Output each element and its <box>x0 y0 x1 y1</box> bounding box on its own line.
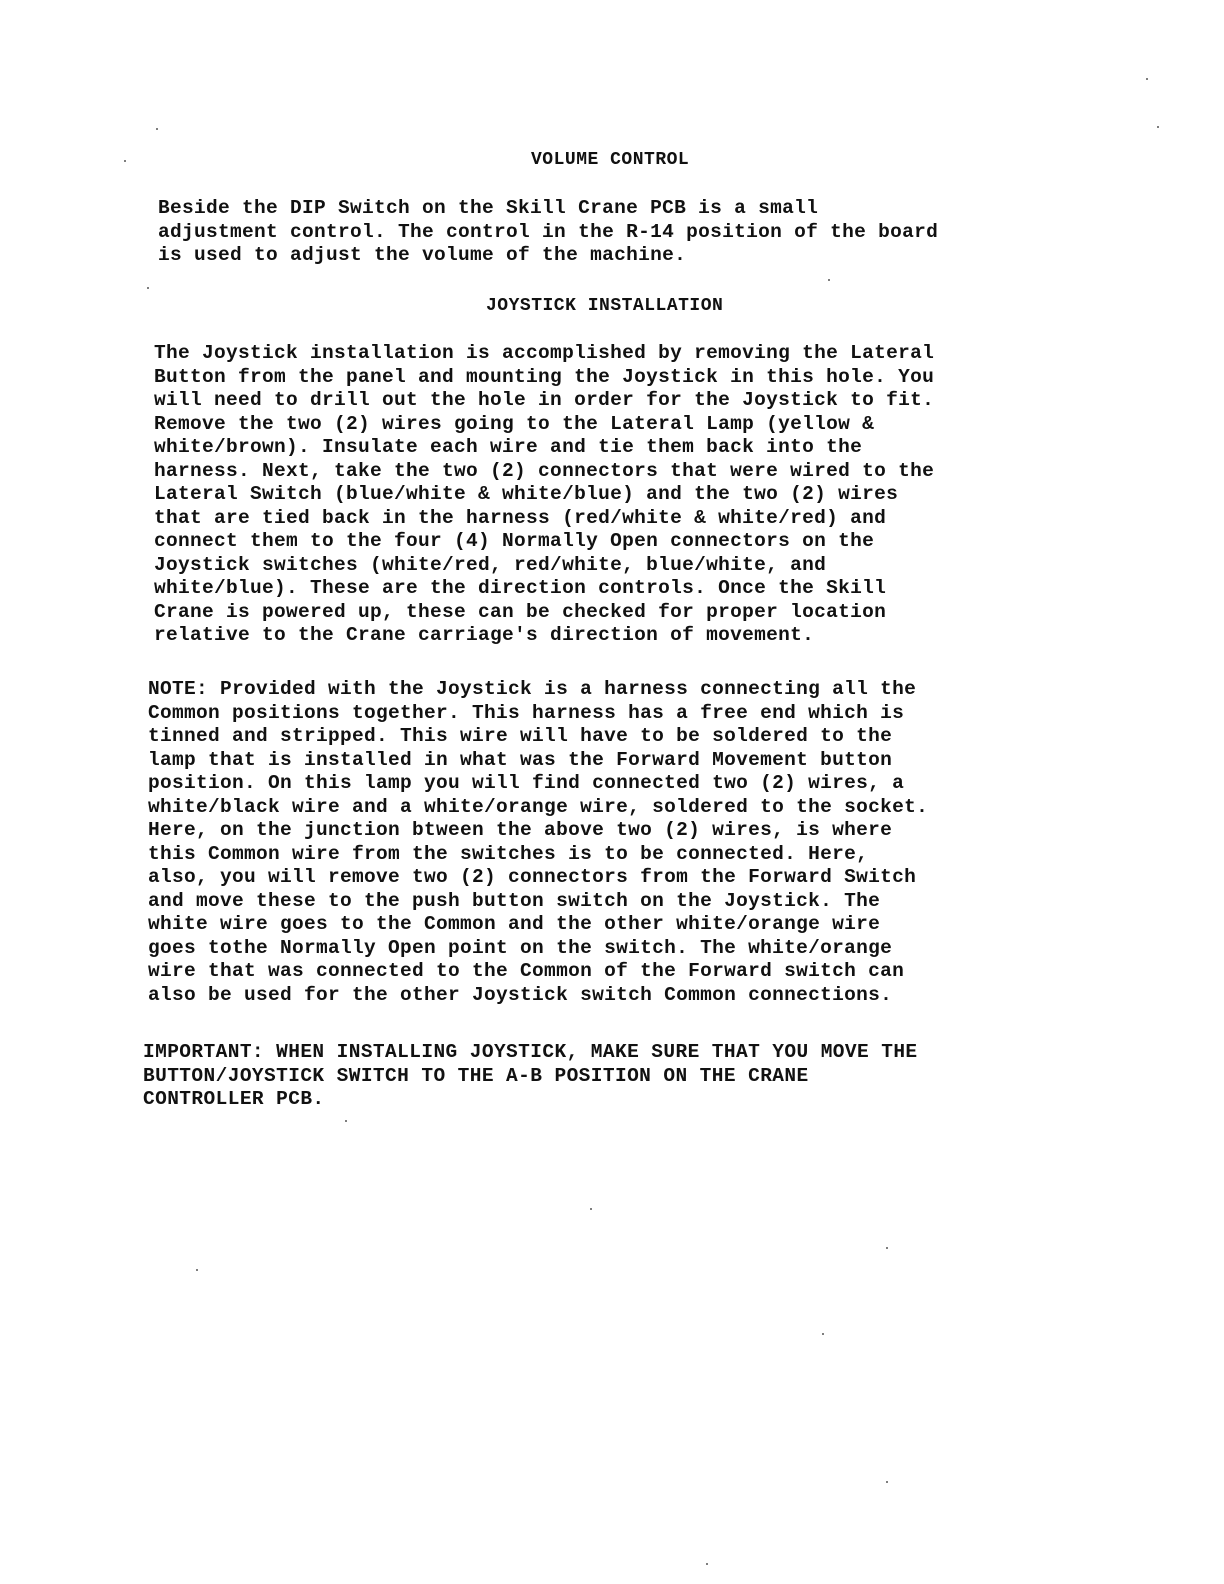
paragraph-line: harness. Next, take the two (2) connectors that were wired to the <box>154 459 935 482</box>
paragraph-line: will need to drill out the hole in order for the Joystick to fit. <box>154 389 935 411</box>
scan-speck <box>886 1247 888 1249</box>
paragraph-line: is used to adjust the volume of the machine. <box>158 244 687 266</box>
scan-speck <box>345 1120 347 1122</box>
paragraph-line: position. On this lamp you will find connected two (2) wires, a <box>148 772 905 794</box>
joystick-installation-paragraph <box>154 342 934 648</box>
scan-speck <box>196 1269 198 1271</box>
scan-speck <box>590 1208 592 1210</box>
paragraph-line: adjustment control. The control in the R-14 position of the board <box>158 220 939 243</box>
paragraph-line: white/blue). These are the direction controls. Once the Skill <box>154 577 887 599</box>
scan-speck <box>822 1333 824 1335</box>
paragraph-line: BUTTON/JOYSTICK SWITCH TO THE A-B POSITION ON THE CRANE <box>143 1064 809 1087</box>
paragraph-line: white/brown). Insulate each wire and tie them back into the <box>154 436 863 458</box>
scan-speck <box>156 128 158 130</box>
paragraph-line: also, you will remove two (2) connectors from the Forward Switch <box>148 866 917 888</box>
paragraph-line: Here, on the junction btween the above two (2) wires, is where <box>148 819 893 841</box>
paragraph-line: tinned and stripped. This wire will have to be soldered to the <box>148 725 893 747</box>
note-paragraph <box>148 678 928 1007</box>
paragraph-line: Joystick switches (white/red, red/white, blue/white, and <box>154 553 827 576</box>
paragraph-line: white/black wire and a white/orange wire, soldered to the socket. <box>148 795 929 818</box>
paragraph-line: that are tied back in the harness (red/white & white/red) and <box>154 506 887 529</box>
important-paragraph <box>143 1041 918 1112</box>
paragraph-line: Beside the DIP Switch on the Skill Crane PCB is a small <box>158 197 819 219</box>
paragraph-line: this Common wire from the switches is to be connected. Here, <box>148 842 869 865</box>
paragraph-line: CONTROLLER PCB. <box>143 1088 325 1110</box>
paragraph-line: white wire goes to the Common and the other white/orange wire <box>148 913 881 935</box>
joystick-installation-heading: JOYSTICK INSTALLATION <box>486 296 724 316</box>
scan-speck <box>124 160 126 162</box>
paragraph-line: Button from the panel and mounting the Joystick in this hole. You <box>154 365 935 388</box>
paragraph-line: wire that was connected to the Common of the Forward switch can <box>148 960 905 982</box>
paragraph-line: also be used for the other Joystick switch Common connections. <box>148 983 893 1006</box>
paragraph-line: Crane is powered up, these can be checked for proper location <box>154 600 887 623</box>
scan-speck <box>828 279 830 281</box>
paragraph-line: lamp that is installed in what was the Forward Movement button <box>148 748 893 771</box>
paragraph-line: Common positions together. This harness has a free end which is <box>148 701 905 724</box>
scan-speck <box>886 1481 888 1483</box>
scan-speck <box>1157 126 1159 128</box>
paragraph-line: connect them to the four (4) Normally Open connectors on the <box>154 530 875 552</box>
scan-speck <box>147 287 149 289</box>
paragraph-line: and move these to the push button switch on the Joystick. The <box>148 889 881 912</box>
scan-speck <box>706 1563 708 1565</box>
paragraph-line: relative to the Crane carriage's direction of movement. <box>154 624 815 646</box>
paragraph-line: NOTE: Provided with the Joystick is a harness connecting all the <box>148 678 917 700</box>
paragraph-line: Lateral Switch (blue/white & white/blue) and the two (2) wires <box>154 483 899 505</box>
paragraph-line: goes tothe Normally Open point on the switch. The white/orange <box>148 936 893 959</box>
paragraph-line: The Joystick installation is accomplished by removing the Lateral <box>154 342 935 364</box>
scan-speck <box>1146 78 1148 80</box>
volume-control-heading: VOLUME CONTROL <box>531 150 690 170</box>
volume-control-paragraph <box>158 197 938 268</box>
paragraph-line: IMPORTANT: WHEN INSTALLING JOYSTICK, MAKE SURE THAT YOU MOVE THE <box>143 1041 918 1063</box>
paragraph-line: Remove the two (2) wires going to the Lateral Lamp (yellow & <box>154 412 875 435</box>
